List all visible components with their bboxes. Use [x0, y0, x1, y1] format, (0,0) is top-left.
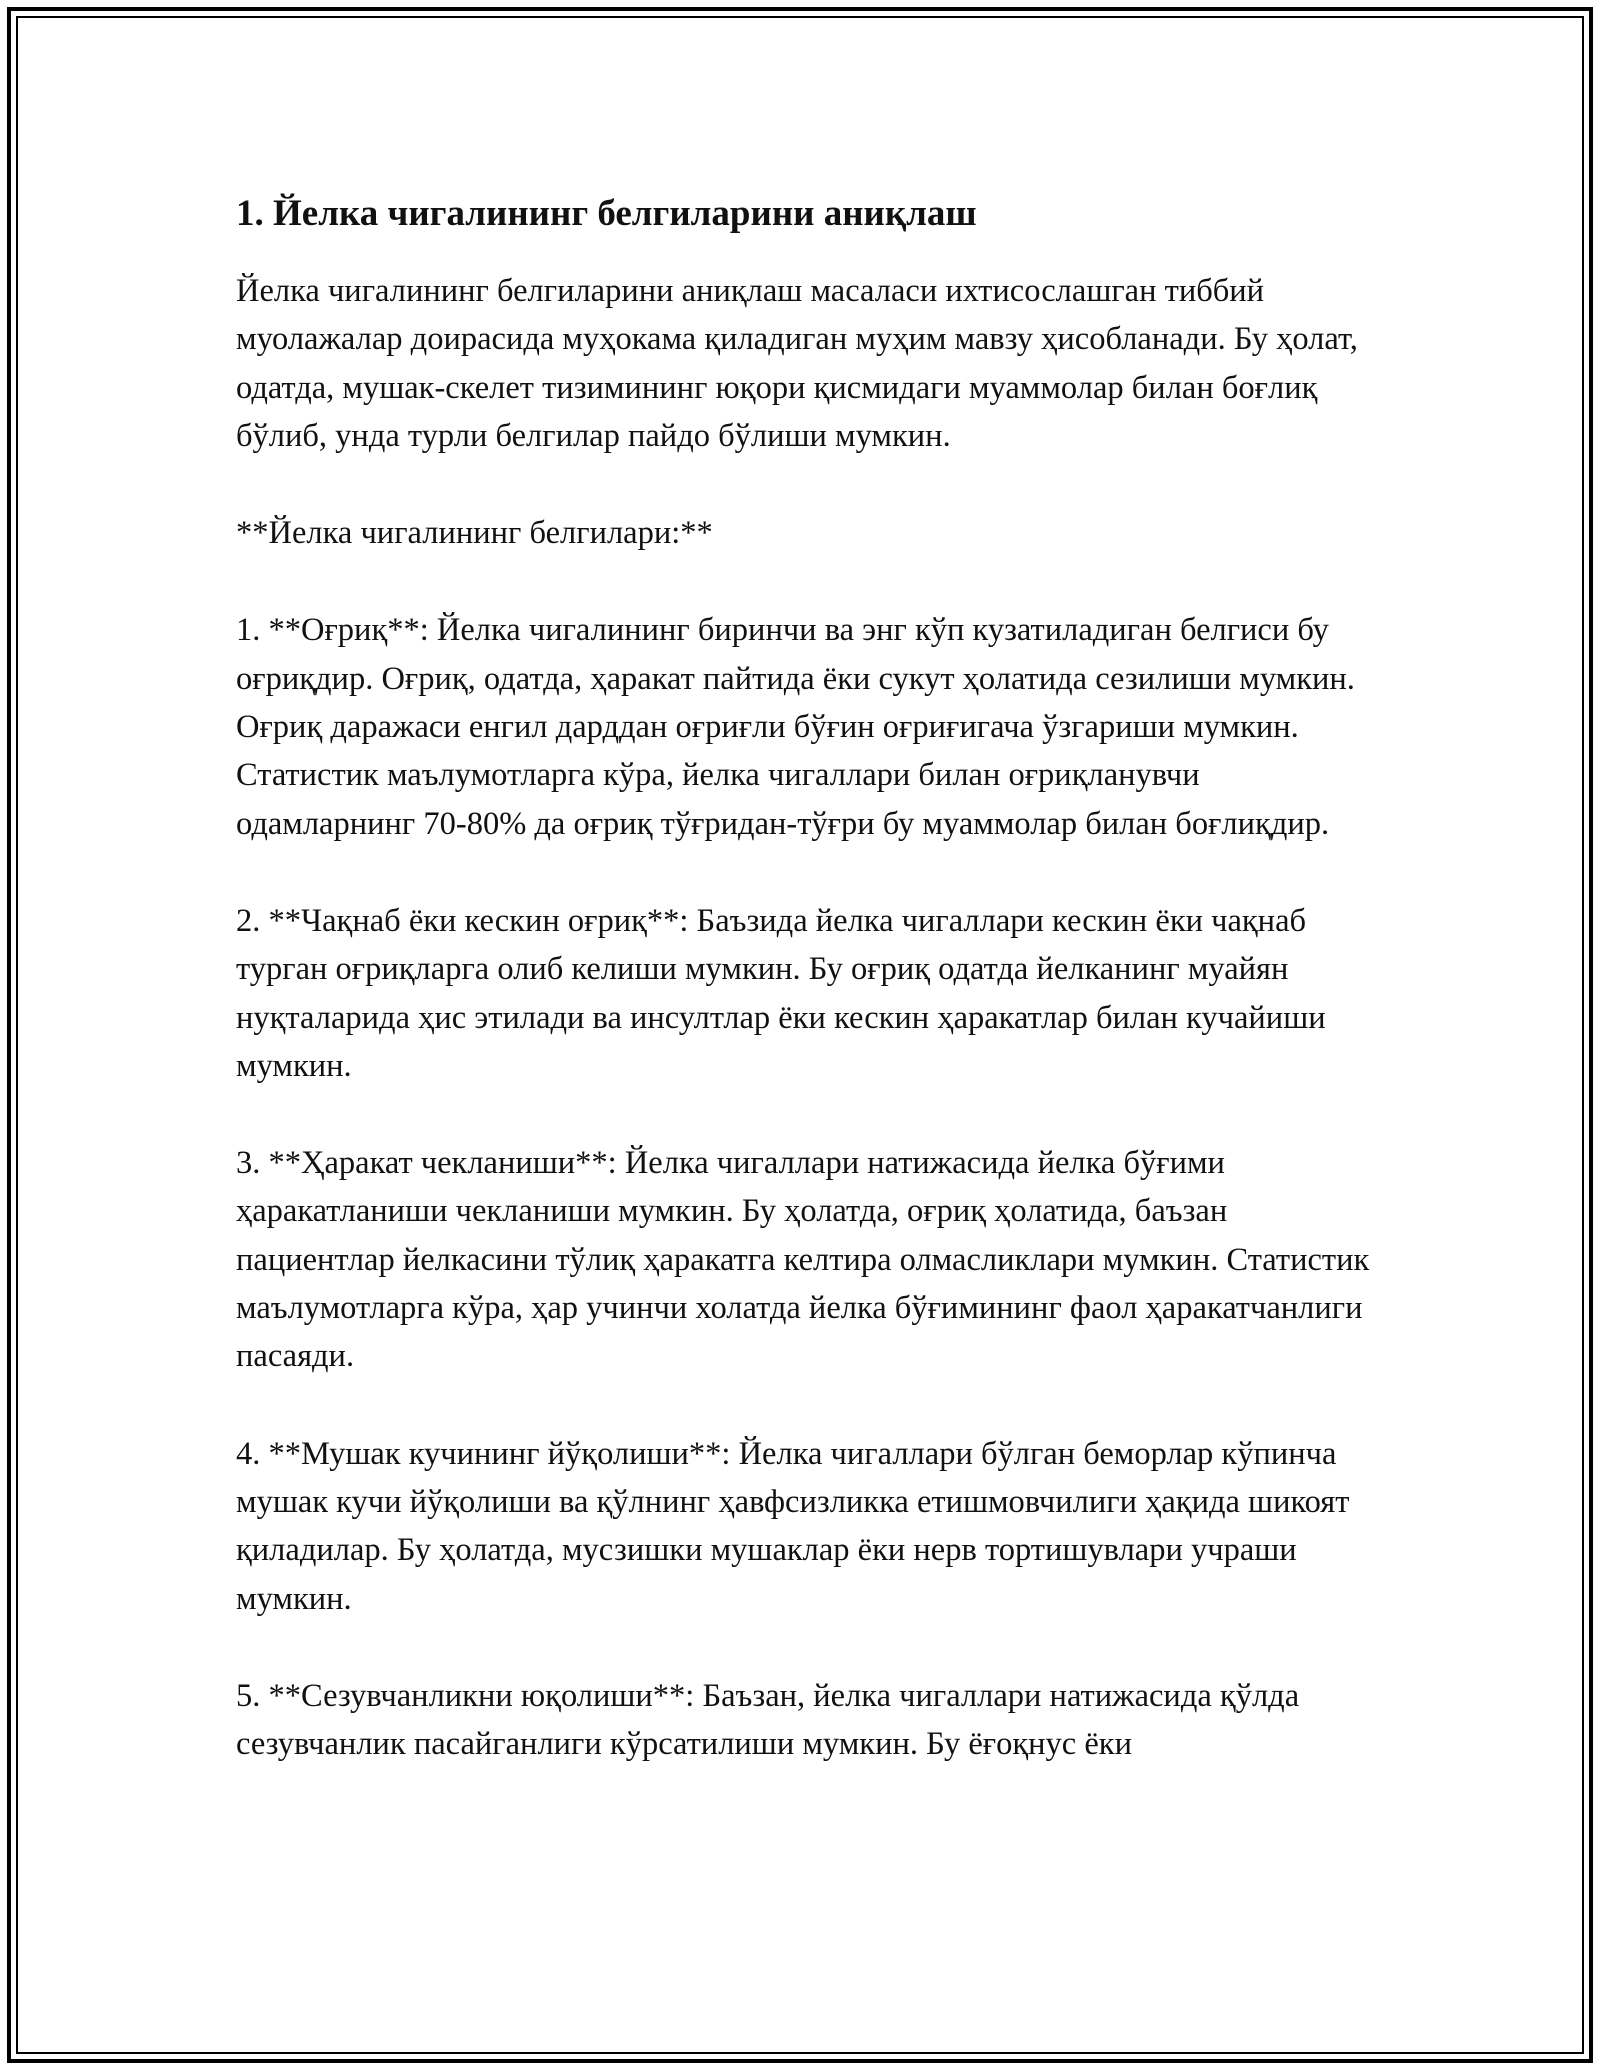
- list-item-sensation-loss: 5. **Сезувчанликни юқолиши**: Баъзан, йелка чигаллари натижасида қўлда сезувчанлик пасайганлиги кўрсатилиши мумкин. Бу ёғоқнус ёки: [236, 1677, 1300, 1763]
- list-item-movement-limitation: 3. **Ҳаракат чекланиши**: Йелка чигаллари натижасида йелка бўғими ҳаракатланиши чекланиши мумкин. Бу ҳолатда, оғриқ ҳолатида, баъзан пациентлар йелкасини тўлиқ ҳаракатга келтира олмасликлари мумкин. Статистик маълумотларга кўра, ҳар учинчи холатда йелка бўғимининг фаол ҳаракатчанлиги пасаяди.: [236, 1145, 1370, 1375]
- list-item-muscle-weakness: 4. **Мушак кучининг йўқолиши**: Йелка чигаллари бўлган беморлар кўпинча мушак кучи йўқолиши ва қўлнинг ҳавфсизликка етишмовчилиги ҳақида шикоят қиладилар. Бу ҳолатда, мусзишки мушаклар ёки нерв тортишувлари учраши мумкин.: [236, 1435, 1350, 1617]
- list-item-sharp-pain: 2. **Чақнаб ёки кескин оғриқ**: Баъзида йелка чигаллари кескин ёки чақнаб турган оғриқларга олиб келиши мумкин. Бу оғриқ одатда йелканинг муайян нуқталарида ҳис этилади ва инсултлар ёки кескин ҳаракатлар билан кучайиши мумкин.: [236, 902, 1326, 1084]
- intro-paragraph: Йелка чигалининг белгиларини аниқлаш масаласи ихтисослашган тиббий муолажалар доирасида муҳокама қиладиган муҳим мавзу ҳисобланади. Бу ҳолат, одатда, мушак-скелет тизимининг юқори қисмидаги муаммолар билан боғлиқ бўлиб, унда турли белгилар пайдо бўлиши мумкин.: [236, 273, 1358, 454]
- symptoms-subheading: **Йелка чигалининг белгилари:**: [236, 515, 713, 552]
- document-body: [236, 188, 1376, 1817]
- section-heading: 1. Йелка чигалининг белгиларини аниқлаш: [236, 193, 977, 234]
- list-item-pain: 1. **Оғриқ**: Йелка чигалининг биринчи ва энг кўп кузатиладиган белгиси бу оғриқдир. Оғриқ, одатда, ҳаракат пайтида ёки сукут ҳолатида сезилиши мумкин. Оғриқ даражаси енгил дарддан оғриғли бўғин оғриғигача ўзгариши мумкин. Статистик маълумотларга кўра, йелка чигаллари билан оғриқланувчи одамларнинг 70-80% да оғриқ тўғридан-тўғри бу муаммолар билан боғлиқдир.: [236, 612, 1355, 842]
